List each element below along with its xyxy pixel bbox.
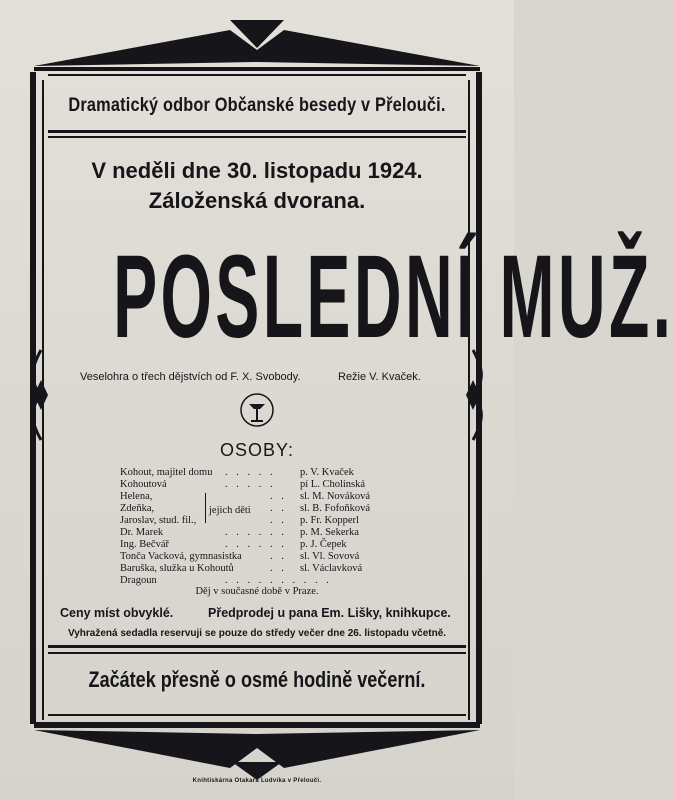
venue: Záloženská dvorana. bbox=[148, 188, 366, 213]
ticket-prices: Ceny míst obvyklé. bbox=[60, 606, 174, 620]
cast-role: Baruška, služka u Kohoutů bbox=[120, 563, 234, 574]
rule-bottom bbox=[34, 722, 480, 728]
cast-actor: sl. Vl. Sovová bbox=[300, 551, 360, 562]
performance-date: V neděli dne 30. listopadu 1924. bbox=[91, 158, 423, 183]
rule-under-organizer bbox=[48, 130, 466, 133]
cast-row: Baruška, služka u Kohoutů . . sl. Václavková bbox=[120, 563, 363, 574]
cast-role: Ing. Bečvář bbox=[120, 539, 169, 550]
cast-row: Ing. Bečvář . . . . . . p. J. Čepek bbox=[120, 539, 347, 550]
cast-row: Kohout, majitel domu . . . . . p. V. Kvaček bbox=[120, 467, 354, 478]
setting-note: Děj v současné době v Praze. bbox=[195, 586, 319, 597]
cast-row: Dragoun . . . . . . . . . . bbox=[120, 575, 332, 586]
cast-actor: p. J. Čepek bbox=[300, 539, 347, 550]
reserved-seats-note: Vyhražená sedadla reservuji se pouze do středy večer dne 26. listopadu včetně. bbox=[67, 628, 447, 639]
cast-role: Jaroslav, stud. fil., bbox=[120, 515, 197, 526]
cast-actor: sl. Václavková bbox=[300, 563, 363, 574]
cast-row: Zdeňka, . . sl. B. Fofoňková bbox=[120, 503, 371, 514]
rule-top bbox=[34, 67, 480, 71]
children-label: jejich děti bbox=[209, 505, 251, 516]
start-time: Začátek přesně o osmé hodině večerní. bbox=[88, 667, 426, 692]
cast-row: Dr. Marek . . . . . . p. M. Sekerka bbox=[120, 527, 359, 538]
cast-role: Dragoun bbox=[120, 575, 157, 586]
cast-row: Jaroslav, stud. fil., . . p. Fr. Kopperl bbox=[120, 515, 359, 526]
rule-above-start bbox=[48, 645, 466, 648]
cast-actor: p. V. Kvaček bbox=[300, 467, 354, 478]
cast-role: Dr. Marek bbox=[120, 527, 164, 538]
cast-row: Kohoutová . . . . . pí L. Cholínská bbox=[120, 479, 366, 490]
cast-row: Helena, . . sl. M. Nováková bbox=[120, 491, 370, 502]
cast-role: Tonča Vacková, gymnasistka bbox=[120, 551, 242, 562]
cast-actor: p. M. Sekerka bbox=[300, 527, 359, 538]
lamp-emblem-icon bbox=[238, 392, 276, 428]
side-ornament-left bbox=[26, 350, 56, 440]
director: Režie V. Kvaček. bbox=[338, 371, 421, 383]
children-bracket bbox=[205, 493, 206, 523]
cast-role: Kohoutová bbox=[120, 479, 167, 490]
cast-row: Tonča Vacková, gymnasistka . . sl. Vl. Sovová bbox=[120, 551, 360, 562]
rule-bottom-thin bbox=[48, 714, 466, 716]
cast-actor: pí L. Cholínská bbox=[300, 479, 366, 490]
cast-role: Kohout, majitel domu bbox=[120, 467, 213, 478]
cast-role: Helena, bbox=[120, 491, 153, 502]
rule-top-thin bbox=[48, 74, 466, 76]
side-ornament-right bbox=[458, 350, 488, 440]
printer-credit: Knihtiskárna Otakara Ludvíka v Přelouči. bbox=[192, 778, 322, 784]
cast-heading: OSOBY: bbox=[219, 440, 295, 460]
cast-actor: p. Fr. Kopperl bbox=[300, 515, 359, 526]
rule-above-start-thin bbox=[48, 652, 466, 654]
rule-under-organizer-thin bbox=[48, 136, 466, 138]
play-title: POSLEDNÍ MUŽ. bbox=[113, 231, 674, 363]
cast-role: Zdeňka, bbox=[120, 503, 155, 514]
cast-actor: sl. M. Nováková bbox=[300, 491, 370, 502]
presale-info: Předprodej u pana Em. Lišky, knihkupce. bbox=[208, 606, 451, 620]
genre-author: Veselohra o třech dějstvích od F. X. Svobody. bbox=[80, 371, 301, 383]
cast-actor: sl. B. Fofoňková bbox=[300, 503, 371, 514]
organizer-heading: Dramatický odbor Občanské besedy v Přelouči. bbox=[68, 95, 446, 116]
